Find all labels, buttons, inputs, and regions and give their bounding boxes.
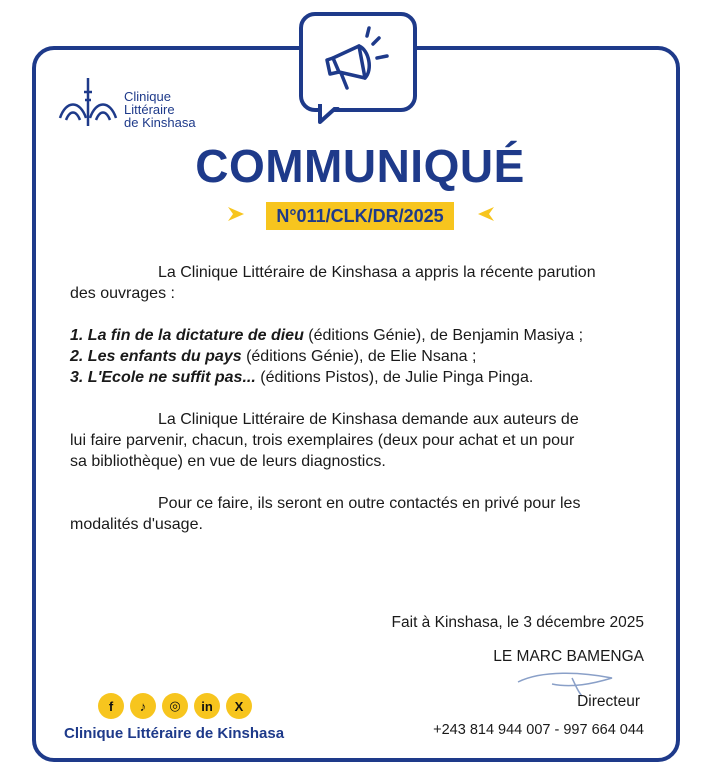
logo-text	[124, 90, 196, 129]
paragraph-line: lui faire parvenir, chacun, trois exemplaires (deux pour achat et un pour	[70, 432, 575, 449]
book-item	[70, 346, 660, 367]
paragraph-line: sa bibliothèque) en vue de leurs diagnostics.	[70, 453, 386, 470]
book-details: (éditions Pistos), de Julie Pinga Pinga.	[255, 369, 534, 386]
place-date: Fait à Kinshasa, le 3 décembre 2025	[391, 614, 644, 631]
book-title: L'Ecole ne suffit pas...	[87, 369, 256, 386]
signer-role: Directeur	[577, 693, 640, 710]
linkedin-icon[interactable]: in	[194, 693, 220, 719]
instagram-icon[interactable]: ◎	[162, 693, 188, 719]
megaphone-bubble	[299, 12, 417, 112]
x-icon[interactable]: X	[226, 693, 252, 719]
facebook-icon[interactable]: f	[98, 693, 124, 719]
book-number: 3.	[70, 369, 84, 386]
book-details: (éditions Génie), de Elie Nsana ;	[241, 348, 477, 365]
paragraph-line: modalités d'usage.	[70, 516, 203, 533]
paragraph-line: La Clinique Littéraire de Kinshasa demande aux auteurs de	[158, 411, 579, 428]
page-title: COMMUNIQUÉ	[195, 140, 525, 192]
book-item	[70, 367, 660, 388]
book-item	[70, 325, 660, 346]
intro-line: La Clinique Littéraire de Kinshasa a appris la récente parution	[158, 264, 596, 281]
communique-body	[70, 262, 660, 535]
book-title: La fin de la dictature de dieu	[87, 327, 304, 344]
bubble-tail	[318, 104, 346, 126]
book-number: 1.	[70, 327, 84, 344]
phone-numbers: +243 814 944 007 - 997 664 044	[433, 722, 644, 738]
footer-org-name: Clinique Littéraire de Kinshasa	[64, 725, 285, 742]
left-arrow-icon	[478, 207, 494, 221]
signer-name: LE MARC BAMENGA	[493, 648, 644, 665]
social-links	[98, 693, 252, 719]
reference-badge: N°011/CLK/DR/2025	[266, 202, 453, 230]
logo-line: Clinique	[124, 89, 171, 104]
tiktok-icon[interactable]: ♪	[130, 693, 156, 719]
megaphone-icon	[303, 16, 413, 108]
book-title: Les enfants du pays	[87, 348, 242, 365]
book-number: 2.	[70, 348, 84, 365]
book-details: (éditions Génie), de Benjamin Masiya ;	[303, 327, 584, 344]
logo-line: de Kinshasa	[124, 115, 196, 130]
intro-line: des ouvrages :	[70, 285, 175, 302]
paragraph-line: Pour ce faire, ils seront en outre contactés en privé pour les	[158, 495, 581, 512]
logo-line: Littéraire	[124, 102, 175, 117]
